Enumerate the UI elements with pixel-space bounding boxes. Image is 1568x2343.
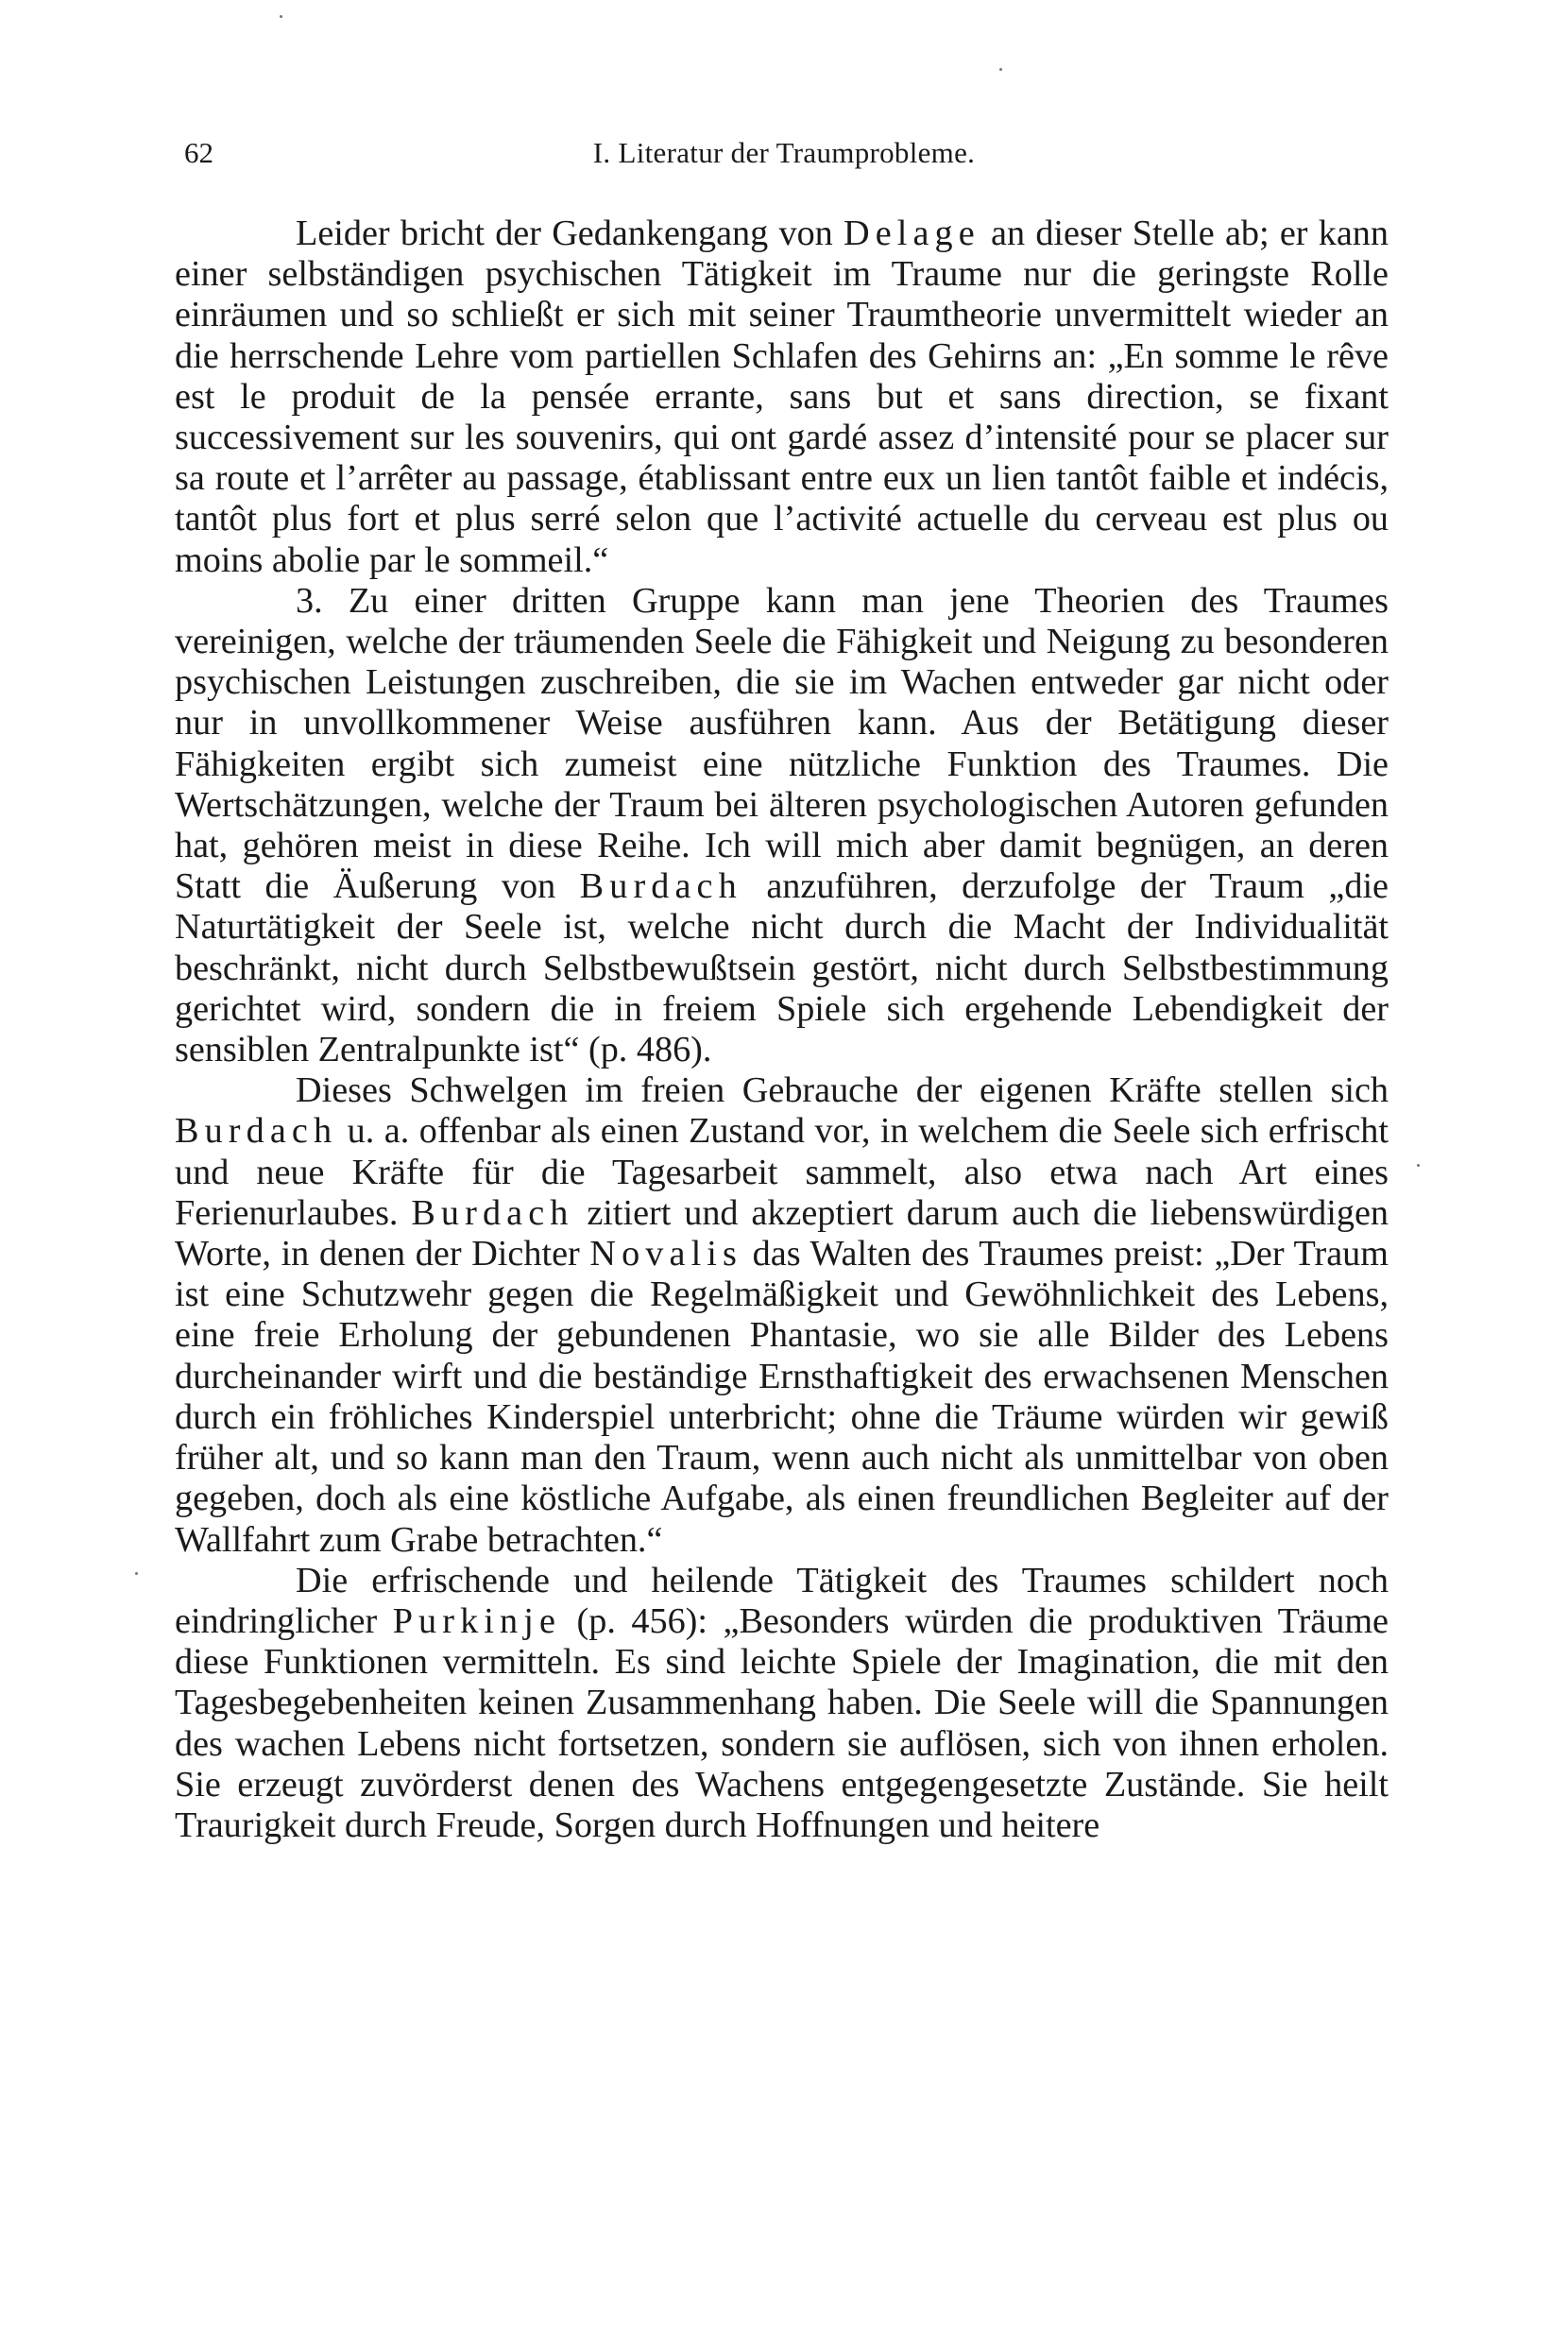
scan-speck: [280, 15, 282, 18]
body-text: [175, 214, 1389, 1846]
text-run: u. a. offenbar als einen Zustand vor, in welchem die Seele sich erfrischt und neue Kräfte für die Tagesarbeit sammelt, also etwa nach Art eines Ferienurlaubes.: [175, 1111, 1389, 1233]
scan-speck: [135, 1572, 138, 1575]
text-run: Leider bricht der Gedankengang von: [296, 214, 844, 253]
text-run: an dieser Stelle ab; er kann einer selbständigen psychischen Tätigkeit im Traume nur die geringste Rolle einräumen und so schließt er sich mit seiner Traumtheorie unvermittelt wieder an die herrschende Lehre vom partiellen Schlafen des Gehirns an: „En somme le rêve est le produit de la pensée errante, sans but et sans direction, se fixant successivement sur les souvenirs, qui ont gardé assez d’intensité pour se placer sur sa route et l’arrêter au passage, établissant entre eux un lien tantôt faible et indécis, tantôt plus fort et plus serré selon que l’activité actuelle du cerveau est plus ou moins abolie par le sommeil.“: [175, 214, 1389, 580]
text-run: Die erfrischende und heilende Tätigkeit des Traumes schildert noch eindringlicher: [175, 1560, 1389, 1641]
spaced-name: Novalis: [589, 1234, 742, 1274]
text-run: Dieses Schwelgen im freien Gebrauche der eigenen Kräfte stellen sich: [296, 1070, 1389, 1111]
spaced-name: Burdach: [411, 1192, 574, 1233]
scan-speck: [1417, 1164, 1420, 1167]
paragraph: [175, 1561, 1389, 1846]
paragraph: [175, 581, 1389, 1070]
paragraph: [175, 1070, 1389, 1560]
running-header: [184, 132, 1384, 174]
text-run: 3. Zu einer dritten Gruppe kann man jene Theorien des Traumes vereinigen, welche der träumenden Seele die Fähigkeit und Neigung zu besonderen psychischen Leistungen zuschreiben, die sie im Wachen entweder gar nicht oder nur in unvollkommener Weise ausführen kann. Aus der Betätigung dieser Fähigkeiten ergibt sich zumeist eine nützliche Funktion des Traumes. Die Wertschätzungen, welche der Traum bei älteren psychologischen Autoren gefunden hat, gehören meist in diese Reihe. Ich will mich aber damit begnügen, an deren Statt die Äußerung von: [175, 580, 1389, 907]
spaced-name: Burdach: [175, 1111, 338, 1152]
page-number: 62: [184, 136, 213, 169]
spaced-name: Purkinje: [392, 1600, 562, 1641]
scan-speck: [999, 68, 1002, 71]
spaced-name: Burdach: [579, 866, 742, 907]
text-run: zitiert und akzeptiert darum auch die liebenswürdigen Worte, in denen der Dichter: [175, 1192, 1389, 1274]
running-title: I. Literatur der Traumprobleme.: [592, 136, 976, 169]
text-run: das Walten des Traumes preist: „Der Traum ist eine Schutzwehr gegen die Regelmäßigkeit und Gewöhnlichkeit des Lebens, eine freie Erholung der gebundenen Phantasie, wo sie alle Bilder des Lebens durcheinander wirft und die beständige Ernsthaftigkeit des erwachsenen Menschen durch ein fröhliches Kinderspiel unterbricht; ohne die Träume würden wir gewiß früher alt, und so kann man den Traum, wenn auch nicht als unmittelbar von oben gegeben, doch als eine köstliche Aufgabe, als einen freundlichen Begleiter auf der Wallfahrt zum Grabe betrachten.“: [175, 1234, 1389, 1560]
text-run: anzuführen, derzufolge der Traum „die Naturtätigkeit der Seele ist, welche nicht durch die Macht der Individualität beschränkt, nicht durch Selbstbewußtsein gestört, nicht durch Selbstbestimmung gerichtet wird, sondern die in freiem Spiele sich ergehende Lebendigkeit der sensiblen Zentralpunkte ist“ (p. 486).: [175, 866, 1389, 1070]
text-run: (p. 456): „Besonders würden die produktiven Träume diese Funktionen vermitteln. Es sind leichte Spiele der Imagination, die mit den Tagesbegebenheiten keinen Zusammenhang haben. Die Seele will die Spannungen des wachen Lebens nicht fortsetzen, sondern sie auflösen, sich von ihnen erholen. Sie erzeugt zuvörderst denen des Wachens entgegengesetzte Zustände. Sie heilt Traurigkeit durch Freude, Sorgen durch Hoffnungen und heitere: [175, 1600, 1389, 1845]
paragraph: [175, 214, 1389, 581]
spaced-name: Delage: [844, 214, 980, 253]
